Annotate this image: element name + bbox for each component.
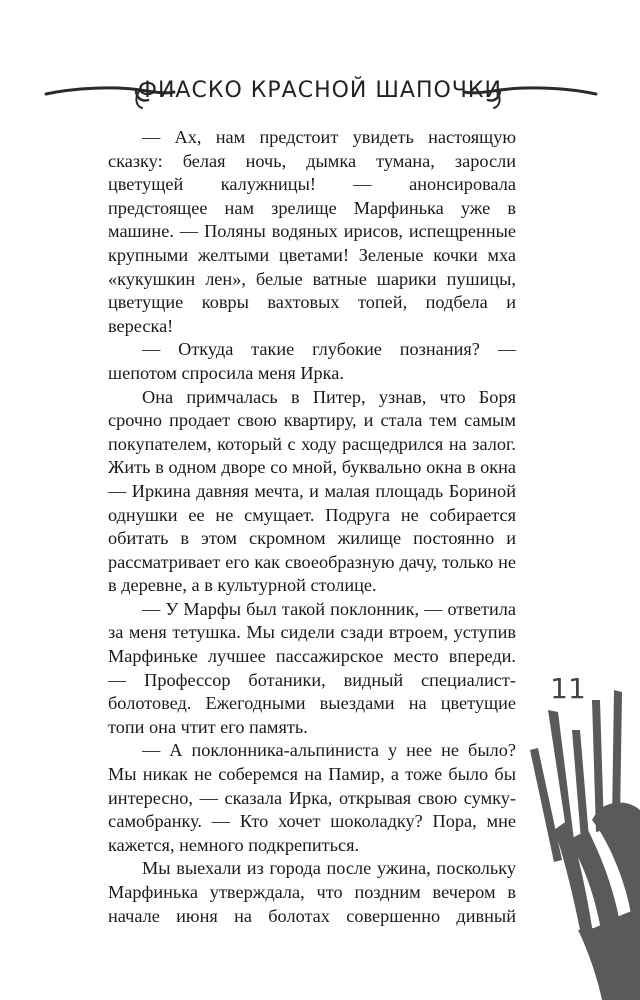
running-header (0, 70, 640, 120)
paragraph: — У Марфы был такой поклонник, — ответила за меня тетушка. Мы сидели сзади втроем, уступив Марфиньке лучшее пассажирское место впереди. — Профессор ботаники, видный специалист-болотовед. Ежегодными выездами на цветущие топи она чтит его память. (108, 598, 516, 737)
body-text (108, 126, 516, 928)
right-ornament-icon (460, 70, 598, 110)
paragraph: — Ах, нам предстоит увидеть настоящую сказку: белая ночь, дымка тумана, заросли цветущей калужницы! — анонсировала предстоящее нам зрелище Марфинька уже в машине. — Поляны водяных ирисов, испещренные крупными желтыми цветами! Зеленые кочки мха «кукушкин лен», белые ватные шарики пушицы, цветущие ковры вахтовых топей, подбела и вереска! (108, 127, 516, 336)
paragraph: — Откуда такие глубокие познания? — шепотом спросила меня Ирка. (108, 339, 516, 383)
paragraph: Мы выехали из города после ужина, поскольку Марфинька утверждала, что поздним вечером в начале июня на болотах совершенно дивный (108, 858, 516, 926)
grass-silhouette-icon (528, 690, 640, 1000)
page-number: 11 (550, 672, 586, 705)
paragraph: — А поклонника-альпиниста у нее не было? Мы никак не соберемся на Памир, а тоже было бы интересно, — сказала Ирка, открывая свою сумку-самобранку. — Кто хочет шоколадку? Пора, мне кажется, немного подкрепиться. (108, 740, 516, 855)
running-title: ФИАСКО КРАСНОЙ ШАПОЧКИ (138, 78, 502, 103)
paragraph: Она примчалась в Питер, узнав, что Боря срочно продает свою квартиру, и стала тем самым покупателем, который с ходу расщедрился на залог. Жить в одном дворе со мной, буквально окна в окна — Иркина давняя мечта, и малая площадь Бориной однушки ее не смущает. Подруга не собирается обитать в этом скромном жилище постоянно и рассматривает его как своеобразную дачу, только не в деревне, а в культурной столице. (108, 386, 516, 596)
